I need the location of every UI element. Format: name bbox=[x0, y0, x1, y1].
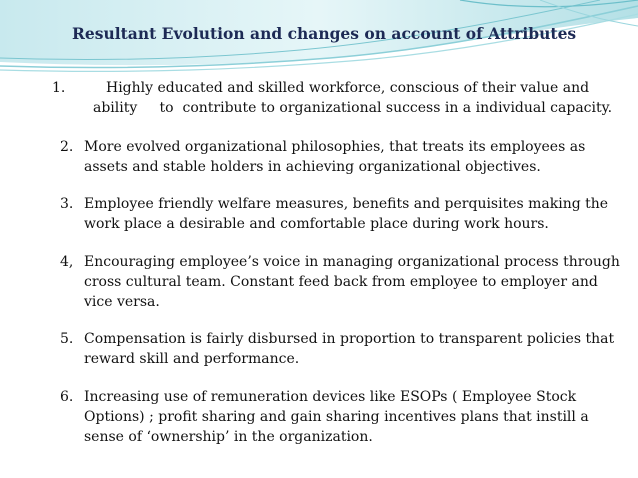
list-item-number: 3. bbox=[60, 196, 74, 212]
list-item-text-line: Compensation is fairly disbursed in proportion to transparent policies that bbox=[84, 331, 615, 347]
slide-title: Resultant Evolution and changes on account of Attributes bbox=[72, 24, 577, 43]
list-item-number: 2. bbox=[60, 139, 74, 155]
list-item-number: 1. bbox=[52, 80, 66, 96]
list-item-text-line: Options) ; profit sharing and gain sharing incentives plans that instill a bbox=[84, 409, 589, 425]
list-item-text-line: sense of ‘ownership’ in the organization. bbox=[84, 429, 373, 445]
list-item-text-line: More evolved organizational philosophies, that treats its employees as bbox=[84, 139, 586, 155]
list-item-number: 6. bbox=[60, 389, 74, 405]
list-item-number: 5. bbox=[60, 331, 74, 347]
list-item-number: 4, bbox=[60, 254, 74, 270]
list-item-text-line: Highly educated and skilled workforce, conscious of their value and bbox=[106, 80, 590, 96]
list-item-text-line: Encouraging employee’s voice in managing organizational process through bbox=[84, 254, 620, 270]
list-item-text-line: ability to contribute to organizational success in a individual capacity. bbox=[93, 100, 613, 116]
list-item-text-line: work place a desirable and comfortable place during work hours. bbox=[84, 216, 549, 232]
list-item-text-line: reward skill and performance. bbox=[84, 351, 300, 367]
list-item-text-line: Increasing use of remuneration devices like ESOPs ( Employee Stock bbox=[84, 389, 577, 405]
list-item-text-line: assets and stable holders in achieving organizational objectives. bbox=[84, 159, 541, 175]
list-item-text-line: Employee friendly welfare measures, benefits and perquisites making the bbox=[84, 196, 609, 212]
list-item-text-line: cross cultural team. Constant feed back from employee to employer and bbox=[84, 274, 598, 290]
list-item-text-line: vice versa. bbox=[84, 294, 160, 310]
